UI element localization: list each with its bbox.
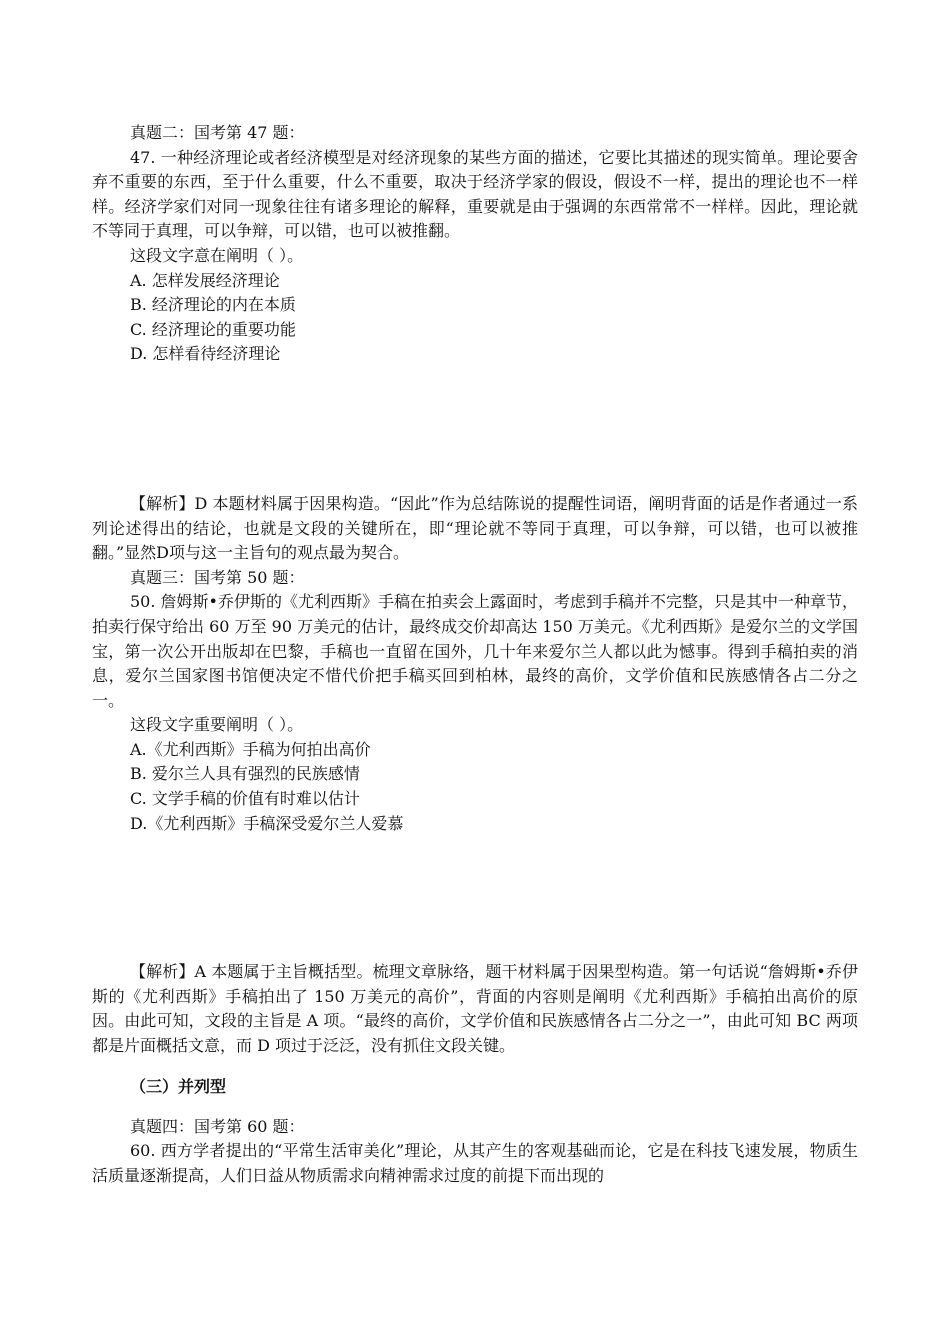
question-3-stem: 50. 詹姆斯•乔伊斯的《尤利西斯》手稿在拍卖会上露面时，考虑到手稿并不完整，只是其中一种章节，拍卖行保守给出 60 万至 90 万美元的估计，最终成交价却高达 150 万美元。《尤利西斯》是爱尔兰的文学国宝，第一次公开出版却在巴黎，手稿也一直留在国外，几十年来爱尔兰人都以此为憾事。得到手稿拍卖的消息，爱尔兰国家图书馆便决定不惜代价把手稿买回到柏林，最终的高价，文学价值和民族感情各占二分之一。 — [92, 592, 858, 710]
question-2-option-d: D. 怎样看待经济理论 — [130, 344, 281, 364]
answer-space — [92, 367, 858, 492]
section-title: （三）并列型 — [130, 1076, 227, 1096]
question-2-prompt: 这段文字意在阐明（ ）。 — [130, 245, 304, 265]
question-2-heading: 真题二：国考第 47 题： — [130, 123, 305, 142]
answer-space — [92, 836, 858, 960]
document-page — [92, 121, 858, 1188]
question-3-heading: 真题三：国考第 50 题： — [130, 567, 305, 587]
question-2-stem: 47. 一种经济理论或者经济模型是对经济现象的某些方面的描述，它要比其描述的现实简单。理论要舍弃不重要的东西，至于什么重要，什么不重要，取决于经济学家的假设，假设不一样，提出的理论也不一样样。经济学家们对同一现象往往有诸多理论的解释，重要就是由于强调的东西常常不一样样。因此，理论就不等同于真理，可以争辩，可以错，也可以被推翻。 — [92, 147, 858, 241]
question-3-option-a: A.《尤利西斯》手稿为何拍出高价 — [130, 739, 371, 759]
spacer — [92, 1099, 858, 1115]
question-4-stem: 60. 西方学者提出的“平常生活审美化”理论，从其产生的客观基础而论，它是在科技飞速发展，物质生活质量逐渐提高，人们日益从物质需求向精神需求过度的前提下而出现的 — [92, 1141, 858, 1185]
question-2-analysis: 【解析】D 本题材料属于因果构造。“因此”作为总结陈说的提醒性词语，阐明背面的话是作者通过一系列论述得出的结论，也就是文段的关键所在，即“理论就不等同于真理，可以争辩，可以错，也可以被推翻。”显然D项与这一主旨句的观点最为契合。 — [92, 493, 858, 563]
spacer — [92, 1059, 858, 1075]
question-3-prompt: 这段文字重要阐明（ ）。 — [130, 715, 304, 735]
question-2-option-b: B. 经济理论的内在本质 — [130, 295, 296, 315]
question-3-option-c: C. 文学手稿的价值有时难以估计 — [130, 789, 360, 809]
question-2-option-c: C. 经济理论的重要功能 — [130, 319, 296, 339]
question-3-option-b: B. 爱尔兰人具有强烈的民族感情 — [130, 764, 360, 784]
question-2-option-a: A. 怎样发展经济理论 — [130, 270, 280, 290]
question-3-analysis: 【解析】A 本题属于主旨概括型。梳理文章脉络，题干材料属于因果型构造。第一句话说“詹姆斯•乔伊斯的《尤利西斯》手稿拍出了 150 万美元的高价”，背面的内容则是阐明《尤利西斯》手稿拍出高价的原因。由此可知，文段的主旨是 A 项。“最终的高价，文学价值和民族感情各占二分之一”，由此可知 BC 两项都是片面概括文意，而 D 项过于泛泛，没有抓住文段关键。 — [92, 962, 858, 1056]
question-4-heading: 真题四：国考第 60 题： — [130, 1116, 305, 1136]
question-3-option-d: D.《尤利西斯》手稿深受爱尔兰人爱慕 — [130, 813, 404, 833]
